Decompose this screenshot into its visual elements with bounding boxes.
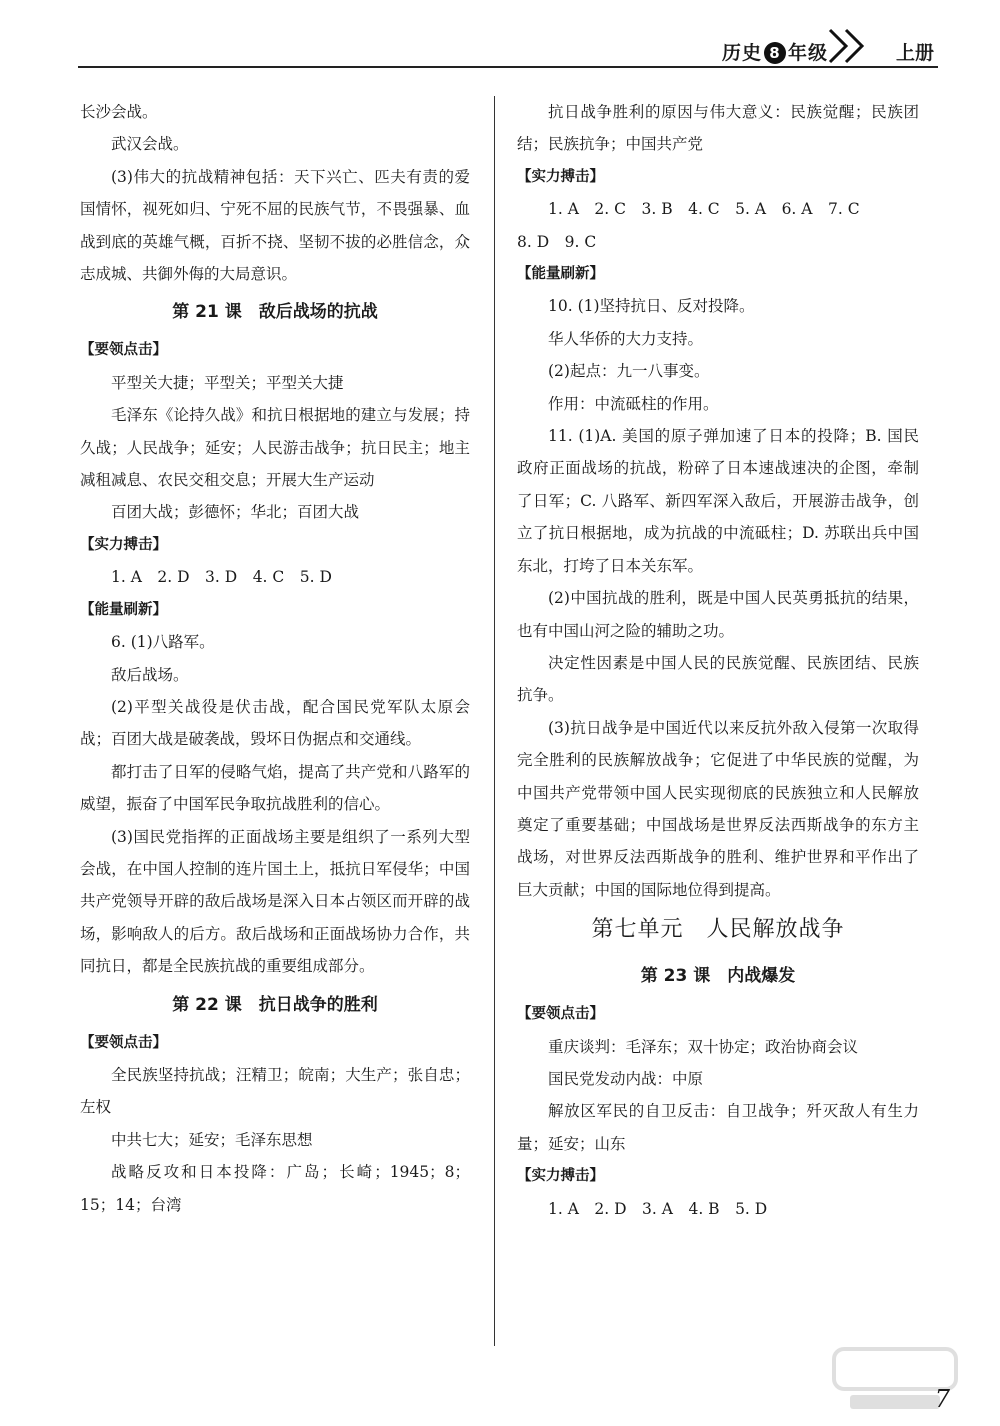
- paragraph: (2)中国抗战的胜利，既是中国人民英勇抵抗的结果，也有中国山河之险的辅助之功。: [517, 589, 919, 640]
- paragraph: 华人华侨的大力支持。: [548, 329, 704, 348]
- paragraph: 6. (1)八路军。: [111, 633, 215, 652]
- paragraph: 武汉会战。: [111, 135, 189, 154]
- paragraph: 重庆谈判：毛泽东；双十协定；政治协商会议: [548, 1037, 859, 1056]
- section-tag-practice: 【实力搏击】: [517, 168, 604, 185]
- paragraph: 长沙会战。: [80, 103, 158, 121]
- header-subject-grade: [722, 38, 828, 65]
- paragraph: 11. (1)A. 美国的原子弹加速了日本的投降；B. 国民政府正面战场的抗战，粉碎了日本速战速决的企图，牵制了日军；C. 八路军、新四军深入敌后，开展游击战争，创立了抗日根据地，成为抗战的中流砥柱；D. 苏联出兵中国东北，打垮了日本关东军。: [517, 427, 919, 575]
- answer-line: 1. A 2. D 3. A 4. B 5. D: [548, 1199, 768, 1218]
- paragraph: 平型关大捷；平型关；平型关大捷: [111, 373, 344, 392]
- page-header: [78, 20, 938, 68]
- volume-label: 上册: [895, 42, 934, 64]
- section-tag-key-points: 【要领点击】: [80, 1034, 167, 1051]
- double-chevron-icon: [826, 26, 870, 66]
- page-number: 7: [934, 1385, 950, 1413]
- lesson-21-title: 第 21 课 敌后战场的抗战: [172, 302, 378, 323]
- unit-7-title: 第七单元 人民解放战争: [591, 917, 845, 943]
- lesson-22-title: 第 22 课 抗日战争的胜利: [172, 994, 378, 1015]
- grade-label: 年级: [787, 42, 828, 64]
- paragraph: (3)国民党指挥的正面战场主要是组织了一系列大型会战，在中国人控制的连片国土上，抵抗日军侵华；中国共产党领导开辟的敌后战场是深入日本占领区而开辟的战场，影响敌人的后方。敌后战场和正面战场协力合作，共同抗日，都是全民族抗战的重要组成部分。: [80, 827, 470, 976]
- grade-number-badge: 8: [764, 42, 786, 64]
- answer-line: 1. A 2. C 3. B 4. C 5. A 6. A 7. C: [548, 200, 860, 219]
- paragraph: (3)伟大的抗战精神包括：天下兴亡、匹夫有责的爱国情怀，视死如归、宁死不屈的民族气节，不畏强暴、血战到底的英雄气概，百折不挠、坚韧不拔的必胜信念，众志成城、共御外侮的大局意识。: [80, 167, 470, 284]
- paragraph: (2)起点：九一八事变。: [548, 362, 710, 381]
- paragraph: 作用：中流砥柱的作用。: [548, 394, 719, 413]
- answer-line: 1. A 2. D 3. D 4. C 5. D: [111, 568, 332, 587]
- paragraph: 国民党发动内战：中原: [548, 1069, 704, 1088]
- paragraph: 全民族坚持抗战；汪精卫；皖南；大生产；张自忠；左权: [80, 1065, 470, 1117]
- left-column: [80, 96, 470, 1221]
- paragraph: 决定性因素是中国人民的民族觉醒、民族团结、民族抗争。: [517, 653, 919, 705]
- section-tag-energy: 【能量刷新】: [517, 266, 604, 283]
- paragraph: 毛泽东《论持久战》和抗日根据地的建立与发展；持久战；人民战争；延安；人民游击战争；抗日民主；地主减租减息、农民交租交息；开展大生产运动: [80, 406, 470, 490]
- paragraph: 中共七大；延安；毛泽东思想: [111, 1130, 313, 1149]
- paragraph: 战略反攻和日本投降：广岛；长崎；1945；8；15；14；台湾: [80, 1163, 470, 1214]
- paragraph: 敌后战场。: [111, 665, 189, 684]
- section-tag-practice: 【实力搏击】: [517, 1168, 604, 1185]
- paragraph: 解放区军民的自卫反击：自卫战争；歼灭敌人有生力量；延安；山东: [517, 1102, 919, 1153]
- paragraph: 百团大战；彭德怀；华北；百团大战: [111, 503, 360, 522]
- column-divider: [494, 96, 495, 1346]
- paragraph: 10. (1)坚持抗日、反对投降。: [548, 297, 755, 316]
- section-tag-key-points: 【要领点击】: [80, 342, 167, 359]
- section-tag-practice: 【实力搏击】: [80, 536, 167, 553]
- paragraph: (3)抗日战争是中国近代以来反抗外敌入侵第一次取得完全胜利的民族解放战争；它促进了中华民族的觉醒，为中国共产党带领中国人民实现彻底的民族独立和人民解放奠定了重要基础；中国战场是世界反法西斯战争的东方主战场，对世界反法西斯战争的胜利、维护世界和平作出了巨大贡献；中国的国际地位得到提高。: [517, 718, 919, 899]
- right-column: [517, 96, 919, 1225]
- paragraph: 抗日战争胜利的原因与伟大意义：民族觉醒；民族团结；民族抗争；中国共产党: [517, 103, 919, 154]
- subject-label: 历史: [721, 42, 762, 64]
- header-rule: [78, 66, 938, 68]
- answer-line: 8. D 9. C: [517, 232, 597, 251]
- lesson-23-title: 第 23 课 内战爆发: [640, 966, 796, 987]
- paragraph: (2)平型关战役是伏击战，配合国民党军队太原会战；百团大战是破袭战，毁坏日伪据点和交通线。: [80, 697, 470, 749]
- paragraph: 都打击了日军的侵略气焰，提高了共产党和八路军的威望，振奋了中国军民争取抗战胜利的信心。: [80, 762, 470, 814]
- section-tag-key-points: 【要领点击】: [517, 1006, 604, 1023]
- section-tag-energy: 【能量刷新】: [80, 601, 167, 618]
